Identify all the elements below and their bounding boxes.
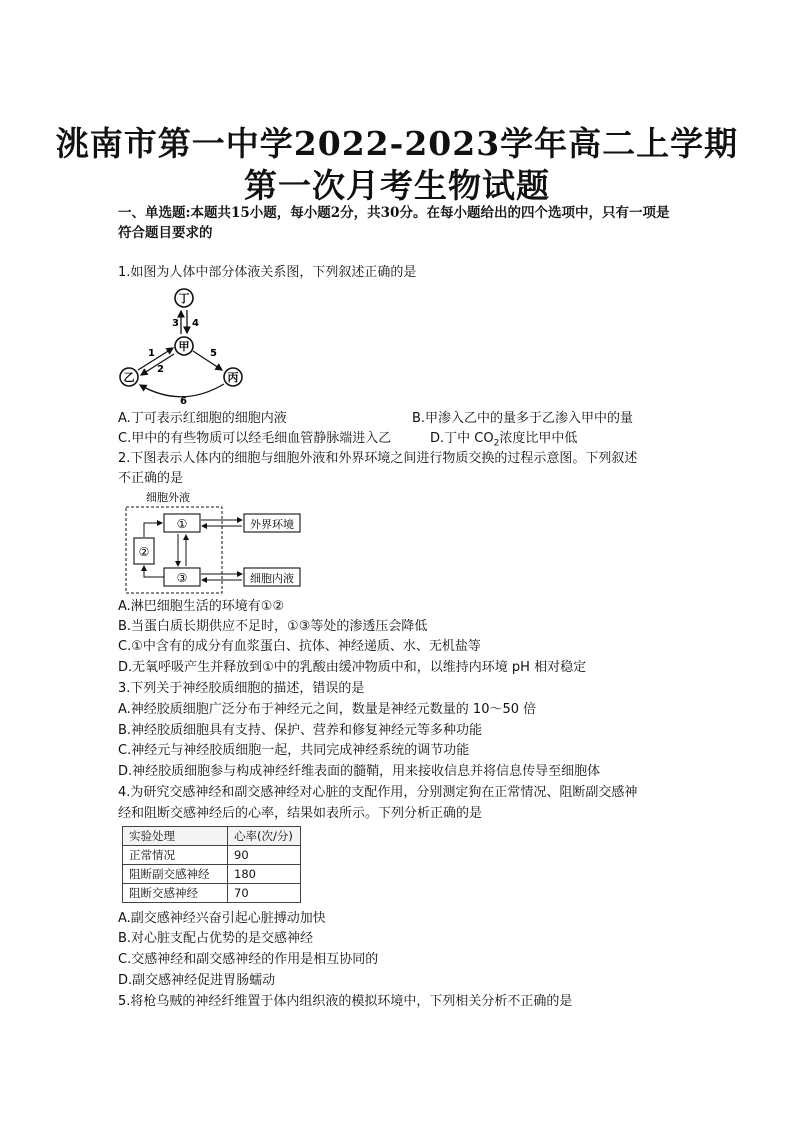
arrow-label-4: 4 [192, 318, 199, 329]
table-header: 实验处理 [123, 827, 228, 846]
table-cell: 正常情况 [123, 846, 228, 865]
q5-stem: 5.将枪乌贼的神经纤维置于体内组织液的模拟环境中，下列相关分析不正确的是 [118, 994, 573, 1009]
q1-option-b: B.甲渗入乙中的量多于乙渗入甲中的量 [412, 411, 634, 426]
arrow-label-6: 6 [180, 396, 187, 404]
q2-stem-line-2: 不正确的是 [118, 471, 184, 486]
outer-label: 细胞外液 [146, 491, 190, 504]
table-row [123, 884, 301, 903]
node-jia: 甲 [178, 340, 190, 353]
q2-option-b: B.当蛋白质长期供应不足时，①③等处的渗透压会降低 [118, 619, 428, 634]
box-1: ① [176, 517, 188, 531]
box-external: 外界环境 [250, 518, 294, 531]
q4-heart-rate-table [122, 826, 301, 903]
table-header: 心率(次/分) [228, 827, 301, 846]
q4-stem-line-1: 4.为研究交感神经和副交感神经对心脏的支配作用，分别测定狗在正常情况、阻断副交感神 [118, 785, 638, 800]
arrow-label-1: 1 [148, 348, 155, 359]
table-row [123, 865, 301, 884]
arrow-label-5: 5 [210, 348, 217, 359]
title-line-1: 洮南市第一中学2022-2023学年高二上学期 [55, 124, 739, 163]
box-2: ② [138, 545, 150, 559]
q1-option-d: D.丁中 $CO_2$浓度比甲中低 [430, 431, 578, 449]
q3-option-a: A.神经胶质细胞广泛分布于神经元之间，数量是神经元数量的 10～50 倍 [118, 702, 537, 717]
box-intracellular: 细胞内液 [250, 572, 294, 585]
q3-option-d: D.神经胶质细胞参与构成神经纤维表面的髓鞘，用来接收信息并将信息传导至细胞体 [118, 764, 601, 779]
arrow-label-3: 3 [172, 318, 179, 329]
table-cell: 阻断副交感神经 [123, 865, 228, 884]
q4-option-c: C.交感神经和副交感神经的作用是相互协同的 [118, 952, 379, 967]
title-line-2: 第一次月考生物试题 [244, 166, 550, 205]
node-bing: 丙 [227, 371, 239, 384]
q4-option-d: D.副交感神经促进胃肠蠕动 [118, 973, 276, 988]
q4-option-b: B.对心脏支配占优势的是交感神经 [118, 931, 314, 946]
q1-option-c: C.甲中的有些物质可以经毛细血管静脉端进入乙 [118, 431, 392, 446]
q4-stem-line-2: 经和阻断交感神经后的心率，结果如表所示。下列分析正确的是 [118, 806, 483, 821]
q4-option-a: A.副交感神经兴奋引起心脏搏动加快 [118, 911, 326, 926]
q2-exchange-diagram [118, 488, 308, 596]
table-cell: 阻断交感神经 [123, 884, 228, 903]
table-cell: 180 [228, 865, 301, 884]
node-yi: 乙 [123, 371, 135, 384]
q1-option-a: A.丁可表示红细胞的细胞内液 [118, 411, 287, 426]
box-3: ③ [176, 571, 188, 585]
table-cell: 70 [228, 884, 301, 903]
q1-body-fluid-diagram [112, 284, 252, 404]
q2-option-c: C.①中含有的成分有血浆蛋白、抗体、神经递质、水、无机盐等 [118, 639, 481, 654]
arrow-label-2: 2 [157, 364, 164, 375]
q2-option-d: D.无氧呼吸产生并释放到①中的乳酸由缓冲物质中和，以维持内环境 pH 相对稳定 [118, 660, 587, 675]
q3-stem: 3.下列关于神经胶质细胞的描述，错误的是 [118, 681, 365, 696]
q3-option-b: B.神经胶质细胞具有支持、保护、营养和修复神经元等多种功能 [118, 723, 483, 738]
q1-stem: 1.如图为人体中部分体液关系图，下列叙述正确的是 [118, 265, 417, 280]
q2-option-a: A.淋巴细胞生活的环境有①② [118, 599, 285, 614]
table-cell: 90 [228, 846, 301, 865]
q3-option-c: C.神经元与神经胶质细胞一起，共同完成神经系统的调节功能 [118, 743, 470, 758]
table-row [123, 846, 301, 865]
section-heading: 一、单选题:本题共15小题，每小题2分，共30分。在每小题给出的四个选项中，只有一项是符合题目要求的 [118, 205, 670, 241]
node-ding: 丁 [178, 292, 190, 305]
table-header-row [123, 827, 301, 846]
q2-stem-line-1: 2.下图表示人体内的细胞与细胞外液和外界环境之间进行物质交换的过程示意图。下列叙述 [118, 451, 638, 466]
